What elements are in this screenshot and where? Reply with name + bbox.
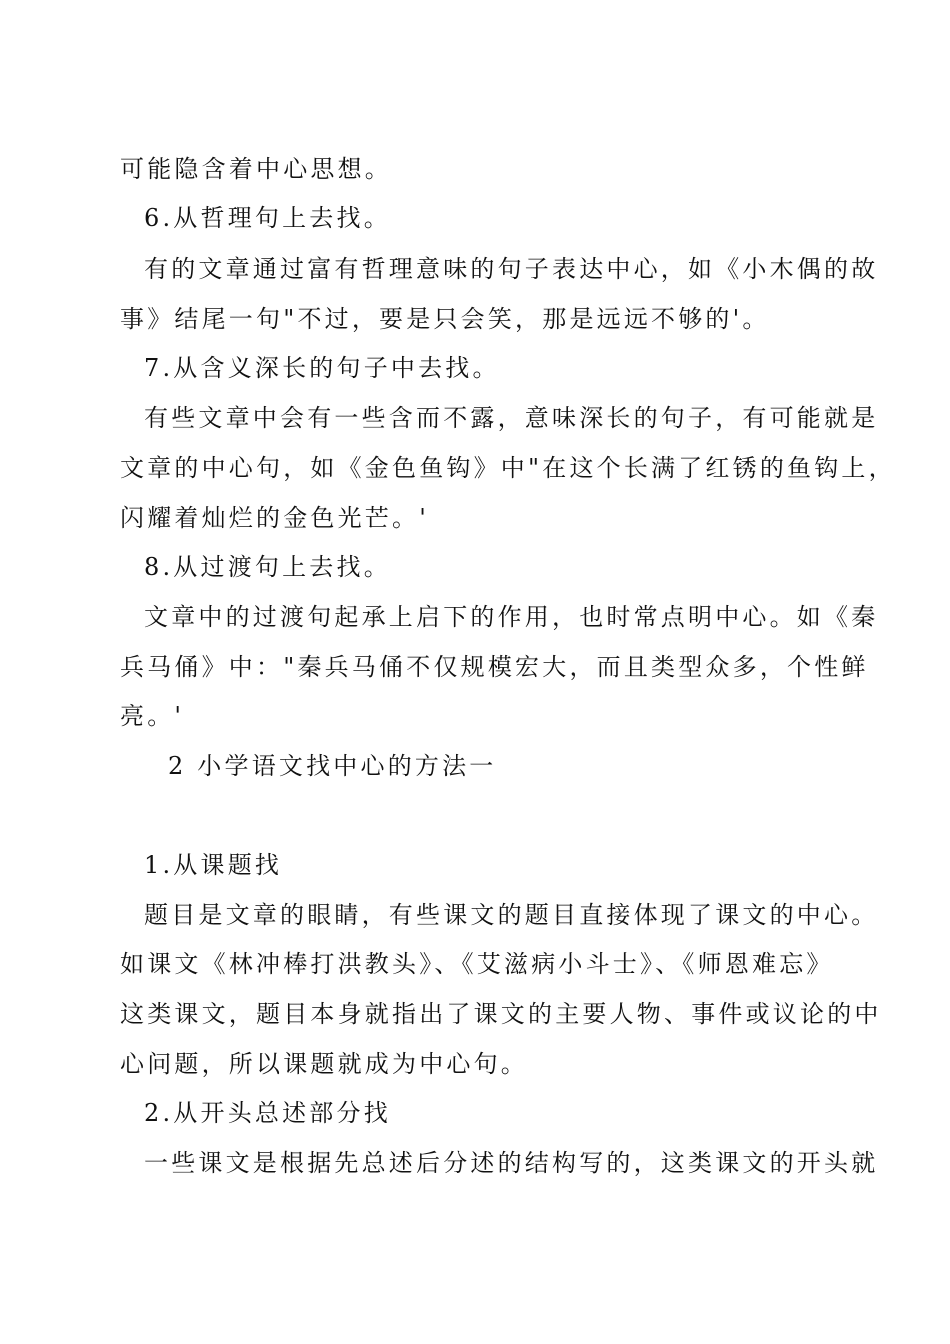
body-text-line: 有些文章中会有一些含而不露，意味深长的句子，有可能就是 [144, 404, 879, 432]
section-heading: 2.从开头总述部分找 [144, 1099, 391, 1127]
body-text-line: 可能隐含着中心思想。 [120, 155, 392, 183]
section-heading: 6.从哲理句上去找。 [144, 204, 391, 232]
body-text-line: 一些课文是根据先总述后分述的结构写的，这类课文的开头就 [144, 1149, 879, 1177]
body-text-line: 题目是文章的眼睛，有些课文的题目直接体现了课文的中心。 [144, 901, 879, 929]
section-heading: 8.从过渡句上去找。 [144, 553, 391, 581]
body-text-line: 心问题，所以课题就成为中心句。 [120, 1050, 528, 1078]
section-heading: 7.从含义深长的句子中去找。 [144, 354, 500, 382]
section-heading: 1.从课题找 [144, 851, 283, 879]
body-text-line: 文章中的过渡句起承上启下的作用，也时常点明中心。如《秦 [144, 603, 879, 631]
body-text-line: 这类课文，题目本身就指出了课文的主要人物、事件或议论的中 [120, 1000, 882, 1028]
body-text-line: 有的文章通过富有哲理意味的句子表达中心，如《小木偶的故 [144, 255, 879, 283]
body-text-line: 亮。' [120, 702, 185, 730]
body-text-line: 文章的中心句，如《金色鱼钩》中"在这个长满了红锈的鱼钩上， [120, 454, 896, 482]
body-text-line: 兵马俑》中："秦兵马俑不仅规模宏大，而且类型众多，个性鲜 [120, 653, 869, 681]
body-text-line: 如课文《林冲棒打洪教头》、《艾滋病小斗士》、《师恩难忘》 [120, 950, 834, 978]
body-text-line: 事》结尾一句"不过，要是只会笑，那是远远不够的'。 [120, 305, 770, 333]
body-text-line: 闪耀着灿烂的金色光芒。' [120, 504, 429, 532]
chapter-title: 2 小学语文找中心的方法一 [168, 752, 497, 780]
